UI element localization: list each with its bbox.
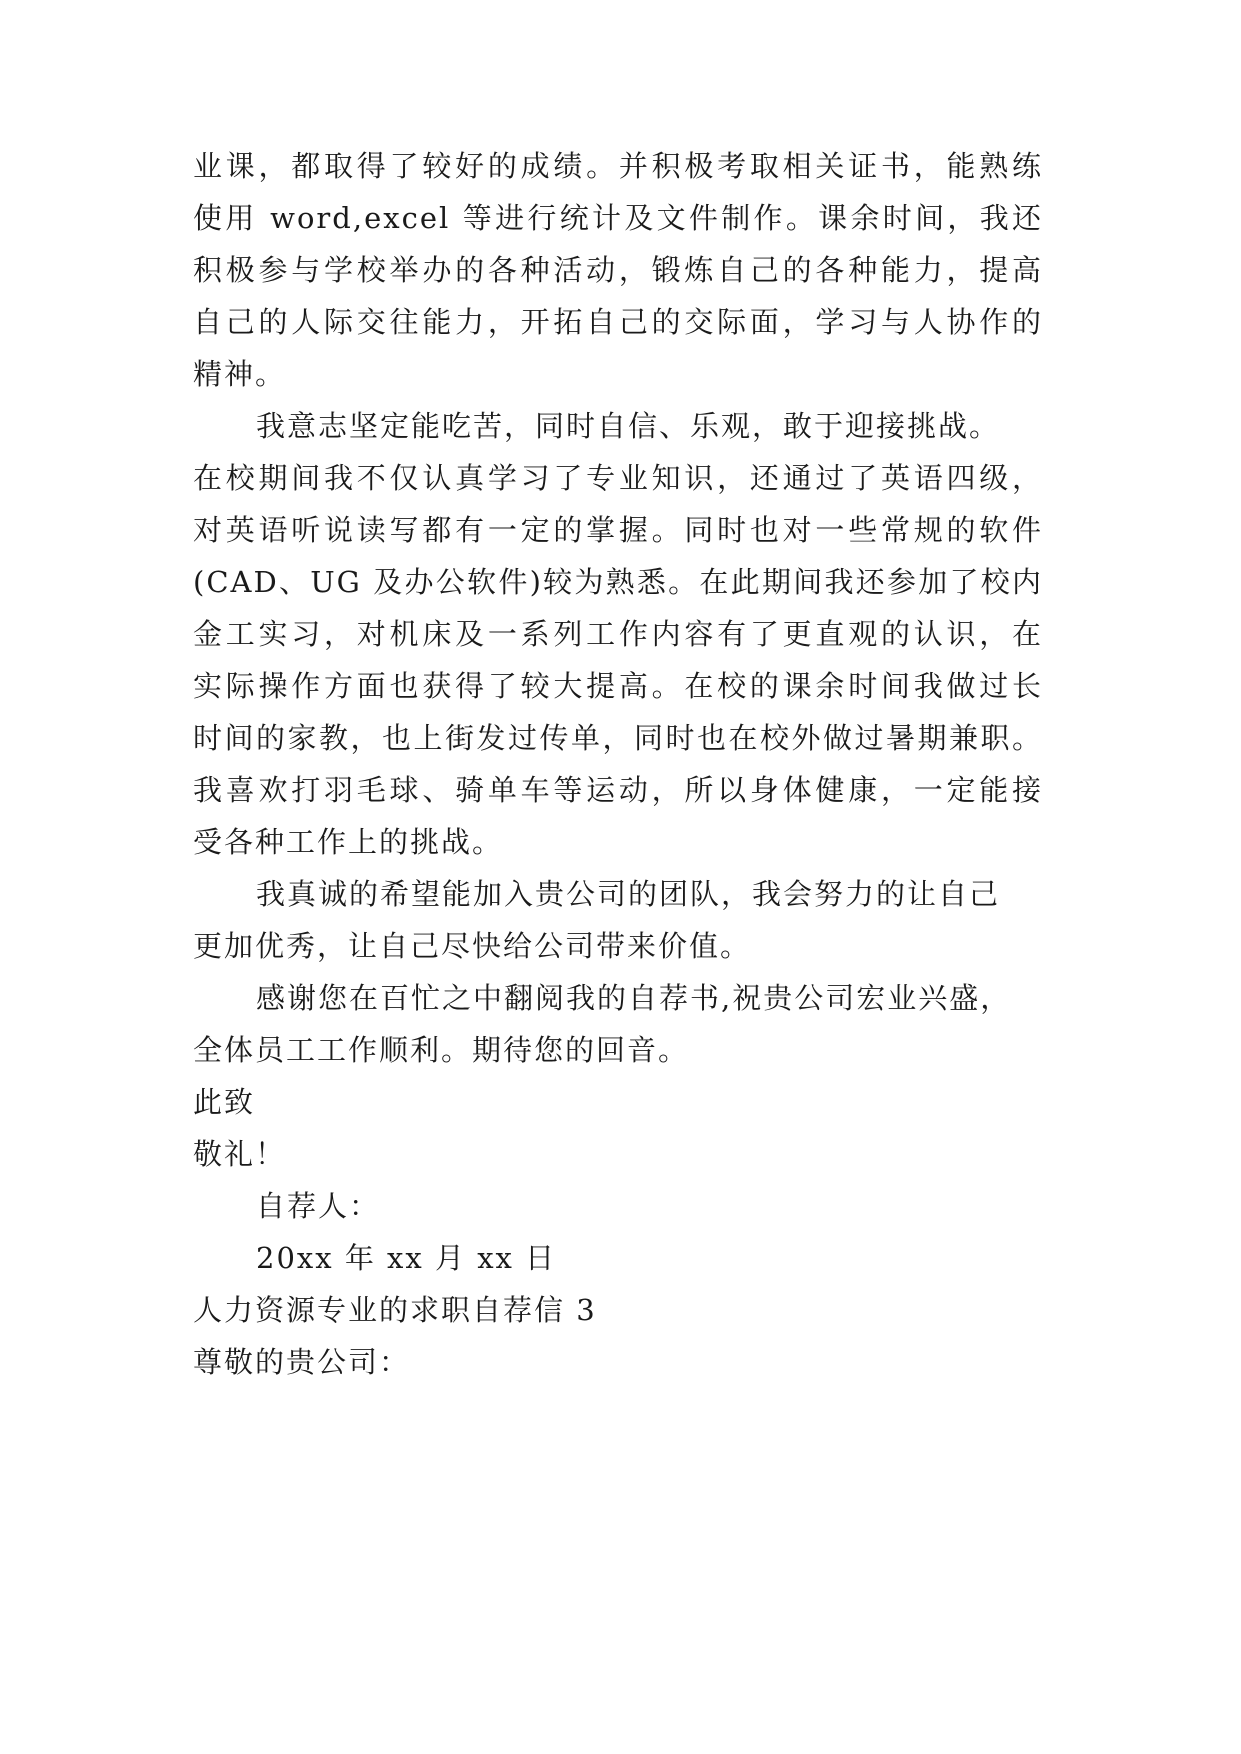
paragraph-2-line-1: 我意志坚定能吃苦，同时自信、乐观，敢于迎接挑战。 (256, 409, 1001, 443)
closing-greeting: 此致 (193, 1085, 256, 1119)
paragraph-2-line-9: 受各种工作上的挑战。 (193, 825, 504, 859)
paragraph-1-line-3: 积极参与学校举办的各种活动，锻炼自己的各种能力，提高 (193, 253, 1043, 287)
paragraph-2-line-5: 金工实习，对机床及一系列工作内容有了更直观的认识，在 (193, 617, 1043, 651)
closing-salute: 敬礼！ (193, 1137, 287, 1171)
signature-label: 自荐人： (256, 1189, 381, 1223)
paragraph-1-line-1: 业课，都取得了较好的成绩。并积极考取相关证书，能熟练 (193, 149, 1043, 183)
paragraph-4-line-1: 感谢您在百忙之中翻阅我的自荐书,祝贵公司宏业兴盛， (256, 981, 1012, 1015)
signature-date: 20xx 年 xx 月 xx 日 (256, 1241, 557, 1275)
next-letter-title: 人力资源专业的求职自荐信 3 (193, 1293, 597, 1327)
paragraph-3-line-1: 我真诚的希望能加入贵公司的团队，我会努力的让自己 (256, 877, 1001, 911)
paragraph-1-line-5: 精神。 (193, 357, 287, 391)
paragraph-2-line-3: 对英语听说读写都有一定的掌握。同时也对一些常规的软件 (193, 513, 1043, 547)
paragraph-2-line-2: 在校期间我不仅认真学习了专业知识，还通过了英语四级， (193, 461, 1043, 495)
next-letter-salutation: 尊敬的贵公司： (193, 1345, 411, 1379)
paragraph-1-line-4: 自己的人际交往能力，开拓自己的交际面，学习与人协作的 (193, 305, 1043, 339)
paragraph-2-line-7: 时间的家教，也上街发过传单，同时也在校外做过暑期兼职。 (193, 721, 1043, 755)
paragraph-2-line-6: 实际操作方面也获得了较大提高。在校的课余时间我做过长 (193, 669, 1043, 703)
paragraph-1-line-2: 使用 word,excel 等进行统计及文件制作。课余时间，我还 (193, 201, 1043, 235)
paragraph-2-line-4: (CAD、UG 及办公软件)较为熟悉。在此期间我还参加了校内 (193, 565, 1043, 599)
paragraph-3-line-2: 更加优秀，让自己尽快给公司带来价值。 (193, 929, 752, 963)
paragraph-2-line-8: 我喜欢打羽毛球、骑单车等运动，所以身体健康，一定能接 (193, 773, 1043, 807)
paragraph-4-line-2: 全体员工工作顺利。期待您的回音。 (193, 1033, 690, 1067)
